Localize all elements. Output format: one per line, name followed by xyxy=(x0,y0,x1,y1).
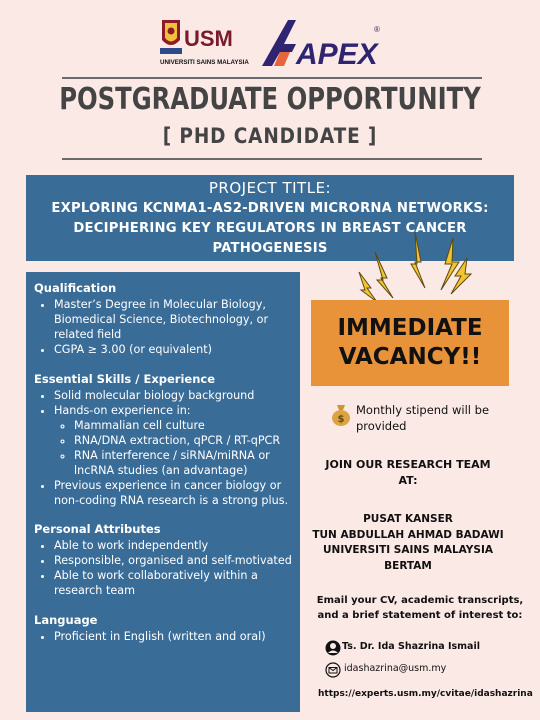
join-line1: JOIN OUR RESEARCH TEAM xyxy=(325,458,491,471)
skills-sublist xyxy=(54,418,300,478)
list-item: • Able to work independently xyxy=(54,538,300,553)
divider-top xyxy=(62,77,482,79)
lightning-bolts-icon xyxy=(355,232,485,308)
location-line4: BERTAM xyxy=(384,559,432,572)
requirements-panel xyxy=(26,272,300,712)
list-item: • Solid molecular biology background xyxy=(54,388,300,403)
qualification-list xyxy=(26,297,300,357)
project-title: EXPLORING KCNMA1-AS2-DRIVEN MICRORNA NETWORKS: DECIPHERING KEY REGULATORS IN BREAST CANCER PATHOGENESIS xyxy=(51,201,489,256)
attributes-heading: Personal Attributes xyxy=(34,522,161,536)
person-icon xyxy=(325,640,341,656)
location-line2: TUN ABDULLAH AHMAD BADAWI xyxy=(312,528,504,541)
divider-bottom xyxy=(62,158,482,160)
list-item: ◦ RNA/DNA extraction, qPCR / RT-qPCR xyxy=(74,433,300,448)
list-item: • Proficient in English (written and oral) xyxy=(54,629,300,644)
vacancy-line2: VACANCY!! xyxy=(338,344,482,370)
join-line2: AT: xyxy=(398,474,418,487)
qualification-heading: Qualification xyxy=(34,281,117,295)
immediate-vacancy-box xyxy=(311,300,509,386)
language-heading: Language xyxy=(34,613,98,627)
contact-name: Ts. Dr. Ida Shazrina Ismail xyxy=(342,641,480,652)
usm-subtitle: UNIVERSITI SAINS MALAYSIA xyxy=(160,59,249,66)
list-item xyxy=(54,403,300,478)
email-icon xyxy=(325,662,341,678)
list-item: • Able to work collaboratively within a research team xyxy=(54,568,300,598)
skills-list xyxy=(26,388,300,508)
vacancy-line1: IMMEDIATE xyxy=(337,315,483,341)
page-subtitle: [ PHD CANDIDATE ] xyxy=(162,124,378,148)
email-instr-line1: Email your CV, academic transcripts, xyxy=(316,595,524,606)
language-list xyxy=(26,629,300,644)
email-instructions xyxy=(306,594,534,623)
list-item: • Responsible, organised and self-motivated xyxy=(54,553,300,568)
list-item: • CGPA ≥ 3.00 (or equivalent) xyxy=(54,342,300,357)
join-heading xyxy=(308,457,508,489)
usm-logo xyxy=(158,14,250,72)
location-line3: UNIVERSITI SAINS MALAYSIA xyxy=(323,544,493,556)
list-item: • Previous experience in cancer biology or non-coding RNA research is a strong plus. xyxy=(54,478,300,508)
apex-logo xyxy=(262,14,386,72)
money-bag-icon xyxy=(330,403,352,427)
attributes-list xyxy=(26,538,300,598)
stipend-text: Monthly stipend will be provided xyxy=(356,403,490,433)
location-line1: PUSAT KANSER xyxy=(363,513,453,525)
contact-email[interactable]: idashazrina@usm.my xyxy=(344,663,447,674)
email-instr-line2: and a brief statement of interest to: xyxy=(317,609,523,621)
list-item: • Master’s Degree in Molecular Biology, Biomedical Science, Biotechnology, or related field xyxy=(54,297,300,342)
list-item: ◦ Mammalian cell culture xyxy=(74,418,300,433)
project-label: PROJECT TITLE: xyxy=(208,179,332,197)
list-item: ◦ RNA interference / siRNA/miRNA or lncRNA studies (an advantage) xyxy=(74,448,300,478)
apex-wordmark: APEX xyxy=(296,38,378,71)
skills-heading: Essential Skills / Experience xyxy=(34,372,216,386)
usm-wordmark: USM xyxy=(184,26,233,51)
profile-link[interactable]: https://experts.usm.my/cvitae/idashazrina xyxy=(318,689,533,699)
list-item-text: Hands-on experience in: xyxy=(54,404,191,417)
location-block xyxy=(300,512,516,574)
registered-mark: ® xyxy=(374,25,380,34)
page-title: POSTGRADUATE OPPORTUNITY xyxy=(59,82,481,117)
svg-text:$: $ xyxy=(337,414,345,425)
